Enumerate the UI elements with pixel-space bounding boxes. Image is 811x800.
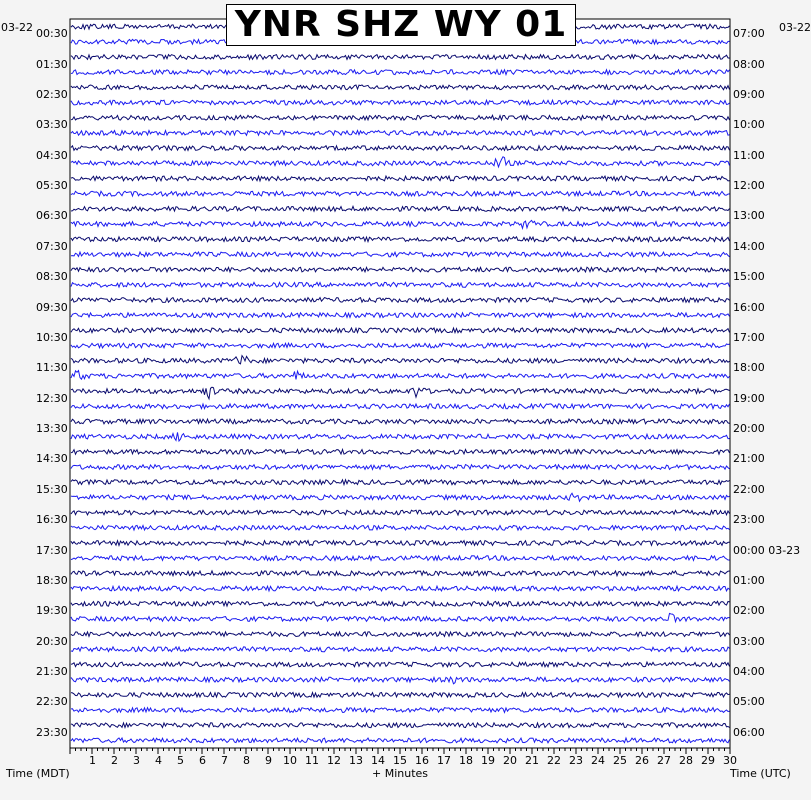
left-time-label: 23:30: [36, 725, 68, 739]
minute-tick-label: 29: [701, 754, 715, 767]
right-time-label: 17:00: [733, 330, 765, 344]
left-time-label: 00:30: [36, 27, 68, 41]
right-date: 03-22: [779, 21, 811, 34]
right-time-label: 01:00: [733, 573, 765, 587]
left-time-label: 15:30: [36, 482, 68, 496]
minute-tick-label: 24: [591, 754, 605, 767]
right-time-label: 16:00: [733, 300, 765, 314]
left-time-label: 06:30: [36, 209, 68, 223]
minute-tick-label: 8: [243, 754, 250, 767]
minute-tick-label: 9: [265, 754, 272, 767]
right-time-label: 19:00: [733, 391, 765, 405]
left-time-label: 08:30: [36, 270, 68, 284]
left-time-label: 21:30: [36, 665, 68, 679]
right-time-label: 08:00: [733, 57, 765, 71]
minute-tick-label: 2: [111, 754, 118, 767]
left-time-label: 04:30: [36, 148, 68, 162]
right-time-label: 22:00: [733, 482, 765, 496]
minute-tick-label: 23: [569, 754, 583, 767]
left-time-label: 10:30: [36, 330, 68, 344]
minute-tick-label: 1: [89, 754, 96, 767]
chart-title: YNR SHZ WY 01: [234, 4, 568, 45]
right-time-label: 13:00: [733, 209, 765, 223]
minute-tick-label: 10: [283, 754, 297, 767]
minute-tick-label: 26: [635, 754, 649, 767]
left-time-label: 14:30: [36, 452, 68, 466]
right-time-label: 14:00: [733, 239, 765, 253]
right-time-label: 10:00: [733, 118, 765, 132]
minute-tick-label: 15: [393, 754, 407, 767]
right-time-label: 02:00: [733, 604, 765, 618]
minute-tick-label: 14: [371, 754, 385, 767]
right-time-label: 09:00: [733, 87, 765, 101]
right-time-label: 03:00: [733, 634, 765, 648]
left-time-label: 11:30: [36, 361, 68, 375]
left-time-label: 13:30: [36, 422, 68, 436]
left-time-label: 16:30: [36, 513, 68, 527]
right-time-label: 00:00 03-23: [733, 543, 801, 557]
right-time-label: 11:00: [733, 148, 765, 162]
minute-tick-label: 20: [503, 754, 517, 767]
right-time-label: 04:00: [733, 665, 765, 679]
left-time-label: 12:30: [36, 391, 68, 405]
minute-tick-label: 22: [547, 754, 561, 767]
left-time-label: 03:30: [36, 118, 68, 132]
minute-tick-label: 25: [613, 754, 627, 767]
minute-tick-label: 27: [657, 754, 671, 767]
left-time-label: 02:30: [36, 87, 68, 101]
right-time-label: 15:00: [733, 270, 765, 284]
right-time-label: 05:00: [733, 695, 765, 709]
minute-tick-label: 5: [177, 754, 184, 767]
left-date: 03-22: [1, 21, 33, 34]
left-time-label: 18:30: [36, 573, 68, 587]
right-time-label: 06:00: [733, 725, 765, 739]
left-time-label: 19:30: [36, 604, 68, 618]
minute-tick-label: 12: [327, 754, 341, 767]
plot-area: [70, 19, 730, 748]
left-time-label: 01:30: [36, 57, 68, 71]
right-time-label: 23:00: [733, 513, 765, 527]
minute-tick-label: 16: [415, 754, 429, 767]
left-time-label: 09:30: [36, 300, 68, 314]
right-time-label: 20:00: [733, 422, 765, 436]
right-time-label: 12:00: [733, 179, 765, 193]
minute-tick-label: 18: [459, 754, 473, 767]
minute-tick-label: 11: [305, 754, 319, 767]
minute-tick-label: 19: [481, 754, 495, 767]
minute-tick-label: 21: [525, 754, 539, 767]
left-time-label: 17:30: [36, 543, 68, 557]
left-time-label: 07:30: [36, 239, 68, 253]
right-axis-title: Time (UTC): [730, 767, 791, 780]
minute-tick-label: 28: [679, 754, 693, 767]
minute-tick-label: 6: [199, 754, 206, 767]
minute-tick-label: 17: [437, 754, 451, 767]
minute-tick-label: 30: [723, 754, 737, 767]
left-axis-title: Time (MDT): [6, 767, 70, 780]
x-axis-title: + Minutes: [372, 767, 429, 780]
right-time-label: 18:00: [733, 361, 765, 375]
minute-tick-label: 4: [155, 754, 162, 767]
minute-tick-label: 3: [133, 754, 140, 767]
left-time-label: 22:30: [36, 695, 68, 709]
title-box: [226, 4, 576, 46]
right-time-label: 21:00: [733, 452, 765, 466]
left-time-label: 20:30: [36, 634, 68, 648]
right-time-label: 07:00: [733, 27, 765, 41]
minute-tick-label: 7: [221, 754, 228, 767]
left-time-label: 05:30: [36, 179, 68, 193]
minute-tick-label: 13: [349, 754, 363, 767]
